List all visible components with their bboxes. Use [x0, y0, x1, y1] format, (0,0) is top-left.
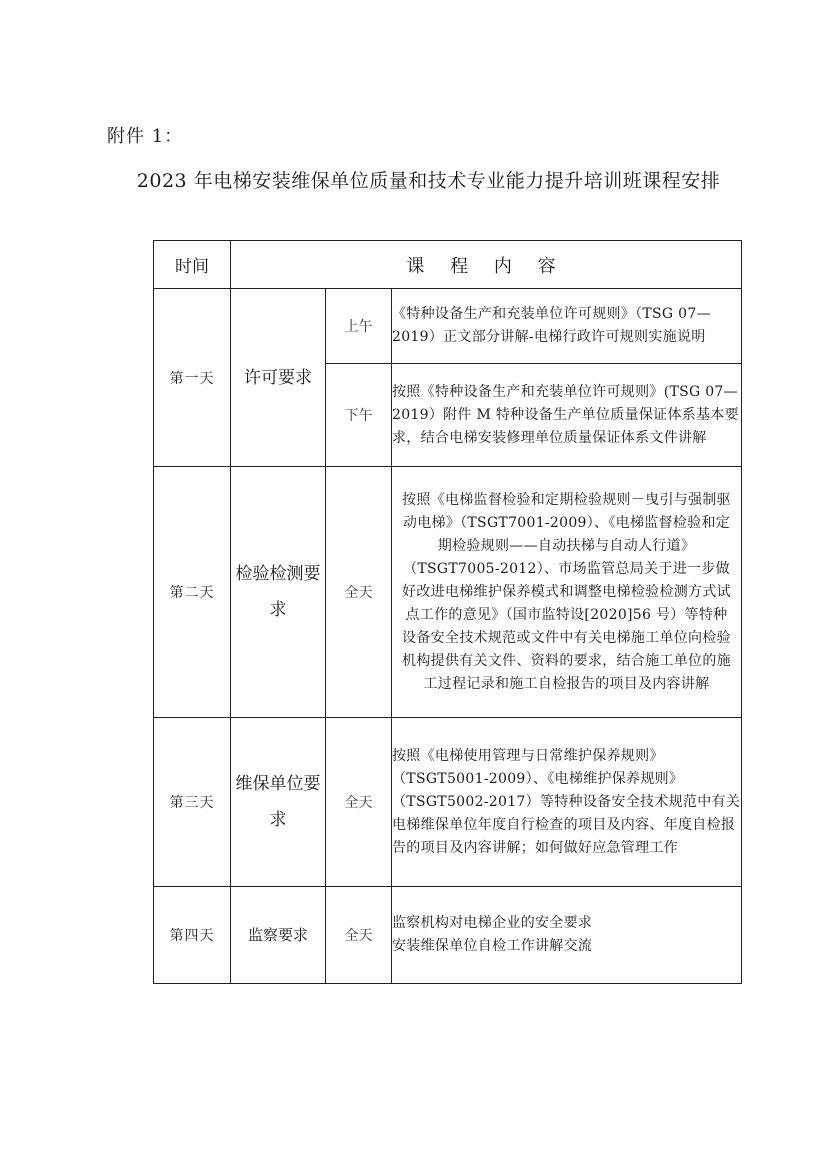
day3-label: 第三天: [154, 718, 231, 887]
day1-am-period: 上午: [326, 289, 392, 364]
day3-topic: 维保单位要求: [231, 718, 326, 887]
day3-period: 全天: [326, 718, 392, 887]
table-row-day1-am: [154, 289, 742, 364]
day1-pm-content: 按照《特种设备生产和充装单位许可规则》(TSG 07—2019）附件 M 特种设备生产单位质量保证体系基本要求，结合电梯安装修理单位质量保证体系文件讲解: [392, 364, 742, 467]
day1-label: 第一天: [154, 289, 231, 467]
document-title: 2023 年电梯安装维保单位质量和技术专业能力提升培训班课程安排: [136, 170, 721, 192]
table-header-row: [154, 241, 742, 289]
day4-topic: 监察要求: [231, 887, 326, 984]
day1-topic: 许可要求: [231, 289, 326, 467]
day3-content: 按照《电梯使用管理与日常维护保养规则》（TSGT5001-2009）、《电梯维护保养规则》（TSGT5002-2017）等特种设备安全技术规范中有关电梯维保单位年度自行检查的项目及内容、年度自检报告的项目及内容讲解；如何做好应急管理工作: [392, 718, 742, 887]
day2-topic: 检验检测要求: [231, 467, 326, 718]
day2-label: 第二天: [154, 467, 231, 718]
table-row-day4: [154, 887, 742, 984]
table-row-day2: [154, 467, 742, 718]
day4-label: 第四天: [154, 887, 231, 984]
table-row-day3: [154, 718, 742, 887]
day4-content: [392, 887, 742, 984]
day2-content: 按照《电梯监督检验和定期检验规则－曳引与强制驱动电梯》（TSGT7001-2009）、《电梯监督检验和定期检验规则——自动扶梯与自动人行道》（TSGT7005-2012）、市场监管总局关于进一步做好改进电梯维护保养模式和调整电梯检验检测方式试点工作的意见》（国市监特设[2020]56 号）等特种设备安全技术规范或文件中有关电梯施工单位向检验机构提供有关文件、资料的要求，结合施工单位的施工过程记录和施工自检报告的项目及内容讲解: [392, 467, 742, 718]
day4-content-line2: 安装维保单位自检工作讲解交流: [392, 938, 593, 954]
day4-period: 全天: [326, 887, 392, 984]
header-course-content: 课 程 内 容: [231, 241, 742, 289]
attachment-label: 附件 1：: [107, 126, 184, 147]
header-time: 时间: [154, 241, 231, 289]
course-schedule-table: [153, 240, 742, 984]
day4-content-line1: 监察机构对电梯企业的安全要求: [392, 915, 593, 931]
day1-am-content: 《特种设备生产和充装单位许可规则》（TSG 07—2019）正文部分讲解-电梯行政许可规则实施说明: [392, 289, 742, 364]
day2-period: 全天: [326, 467, 392, 718]
day1-pm-period: 下午: [326, 364, 392, 467]
